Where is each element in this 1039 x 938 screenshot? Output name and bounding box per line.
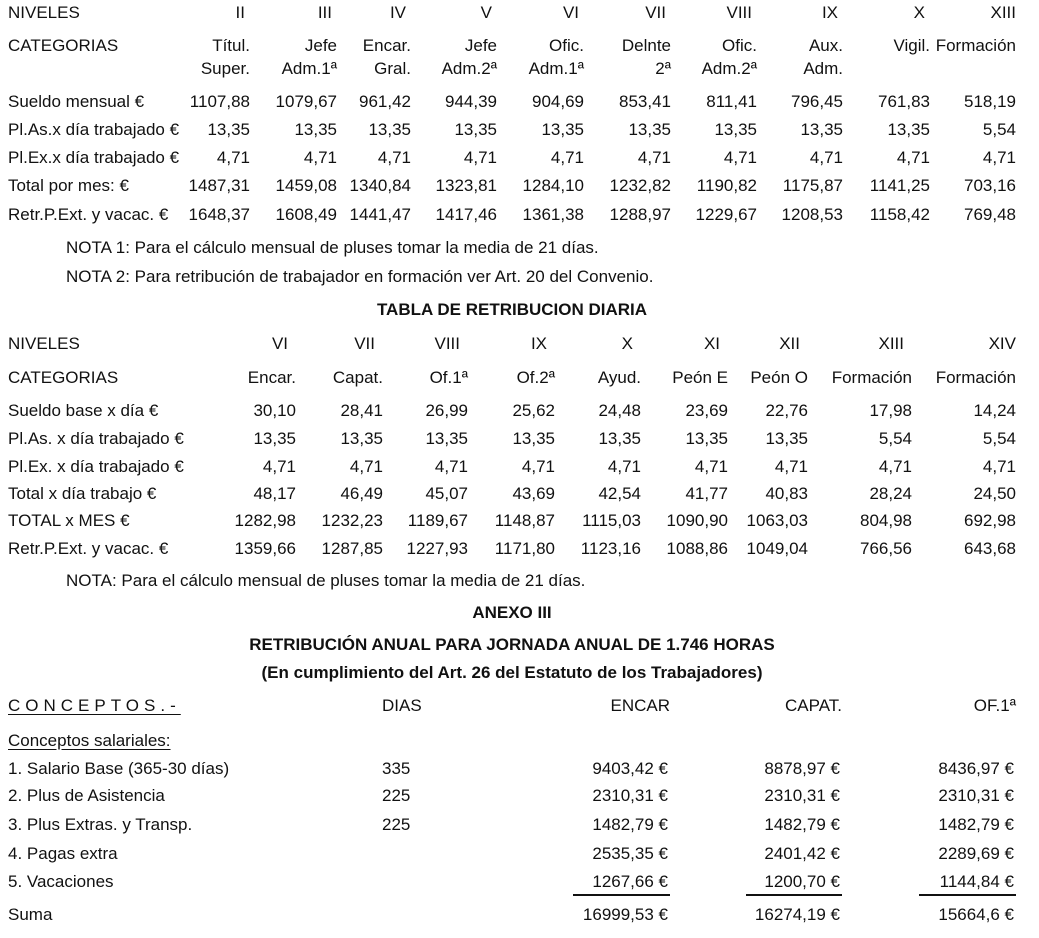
- level-header: X: [621, 334, 633, 353]
- level-header: XII: [779, 334, 800, 353]
- category-header: Títul.: [212, 36, 250, 55]
- table-cell: 944,39: [445, 92, 497, 111]
- table-cell: 30,10: [253, 401, 296, 420]
- table-cell: 1608,49: [275, 205, 337, 224]
- table-cell: 13,35: [425, 429, 468, 448]
- row-label: Retr.P.Ext. y vacac. €: [8, 205, 169, 224]
- table-cell: 28,41: [340, 401, 383, 420]
- amount-cell: 2310,31 €: [938, 786, 1014, 805]
- table-cell: 1359,66: [234, 539, 296, 558]
- table-cell: 4,71: [377, 148, 411, 167]
- amount-cell: 1200,70 €: [764, 872, 840, 891]
- table-cell: 13,35: [714, 120, 757, 139]
- sum-cell: 16999,53 €: [582, 905, 668, 924]
- table-cell: 24,48: [598, 401, 641, 420]
- table-cell: 1282,98: [234, 511, 296, 530]
- category-header: Formación: [831, 368, 912, 387]
- table-cell: 4,71: [774, 457, 808, 476]
- table-cell: 1049,04: [746, 539, 808, 558]
- amount-cell: 9403,42 €: [592, 759, 668, 778]
- table-cell: 1115,03: [582, 511, 641, 530]
- table-cell: 46,49: [340, 484, 383, 503]
- amount-cell: 1267,66 €: [592, 872, 668, 891]
- sum-rule: [746, 894, 842, 896]
- category-header: 2ª: [655, 59, 671, 78]
- table-cell: 25,62: [512, 401, 555, 420]
- table-cell: 4,71: [607, 457, 641, 476]
- column-header: CAPAT.: [785, 696, 842, 715]
- level-header: VI: [562, 3, 579, 22]
- amount-cell: 1144,84 €: [939, 872, 1014, 891]
- table-cell: 1088,86: [666, 539, 728, 558]
- level-header: V: [480, 3, 492, 22]
- row-label: Pl.Ex. x día trabajado €: [8, 457, 184, 476]
- categorias-label: CATEGORIAS: [8, 36, 119, 55]
- level-header: IX: [821, 3, 838, 22]
- table-cell: 1079,67: [275, 92, 337, 111]
- table-cell: 43,69: [512, 484, 555, 503]
- table-cell: 13,35: [207, 120, 250, 139]
- section-title: TABLA DE RETRIBUCION DIARIA: [376, 300, 648, 319]
- concept-label: 4. Pagas extra: [8, 844, 118, 863]
- table-cell: 904,69: [532, 92, 584, 111]
- note: NOTA 2: Para retribución de trabajador en formación ver Art. 20 del Convenio.: [66, 267, 654, 286]
- table-cell: 1171,80: [494, 539, 555, 558]
- level-header: VII: [354, 334, 375, 353]
- table-cell: 13,35: [685, 429, 728, 448]
- annex-title: ANEXO III: [472, 603, 552, 622]
- table-cell: 1288,97: [609, 205, 671, 224]
- column-header: ENCAR: [610, 696, 670, 715]
- table-cell: 4,71: [878, 457, 912, 476]
- level-header: IV: [389, 3, 406, 22]
- row-label: Pl.As.x día trabajado €: [8, 120, 180, 139]
- table-cell: 692,98: [964, 511, 1016, 530]
- category-header: Jefe: [464, 36, 497, 55]
- table-cell: 4,71: [463, 148, 497, 167]
- table-cell: 1459,08: [275, 176, 337, 195]
- amount-cell: 2310,31 €: [764, 786, 840, 805]
- category-header: Adm.1ª: [281, 59, 337, 78]
- category-header: Jefe: [304, 36, 337, 55]
- row-label: TOTAL x MES €: [8, 511, 130, 530]
- category-header: Vigil.: [893, 36, 930, 55]
- table-cell: 1123,16: [580, 539, 641, 558]
- table-cell: 4,71: [723, 148, 757, 167]
- amount-cell: 2310,31 €: [592, 786, 668, 805]
- level-header: VIII: [726, 3, 752, 22]
- table-cell: 961,42: [359, 92, 411, 111]
- niveles-label: NIVELES: [8, 334, 80, 353]
- table-cell: 769,48: [964, 205, 1016, 224]
- niveles-label: NIVELES: [8, 3, 80, 22]
- amount-cell: 2401,42 €: [764, 844, 840, 863]
- table-cell: 13,35: [294, 120, 337, 139]
- table-cell: 13,35: [340, 429, 383, 448]
- amount-cell: 2289,69 €: [938, 844, 1014, 863]
- conceptos-header: CONCEPTOS.-: [8, 696, 181, 715]
- table-cell: 26,99: [425, 401, 468, 420]
- level-header: XIII: [878, 334, 904, 353]
- table-cell: 4,71: [982, 148, 1016, 167]
- level-header: VIII: [434, 334, 460, 353]
- table-cell: 1090,90: [666, 511, 728, 530]
- note: NOTA: Para el cálculo mensual de pluses tomar la media de 21 días.: [66, 571, 586, 590]
- table-cell: 804,98: [860, 511, 912, 530]
- table-cell: 4,71: [694, 457, 728, 476]
- table-cell: 13,35: [512, 429, 555, 448]
- table-cell: 4,71: [550, 148, 584, 167]
- table-cell: 853,41: [619, 92, 671, 111]
- table-cell: 761,83: [878, 92, 930, 111]
- concept-label: 5. Vacaciones: [8, 872, 114, 891]
- table-cell: 811,41: [706, 92, 757, 111]
- table-cell: 4,71: [349, 457, 383, 476]
- table-cell: 13,35: [628, 120, 671, 139]
- table-cell: 1284,10: [522, 176, 584, 195]
- table-cell: 518,19: [964, 92, 1016, 111]
- table-cell: 1141,25: [869, 176, 930, 195]
- table-cell: 703,16: [964, 176, 1016, 195]
- table-cell: 22,76: [765, 401, 808, 420]
- table-cell: 1323,81: [435, 176, 497, 195]
- amount-cell: 1482,79 €: [592, 815, 668, 834]
- table-cell: 4,71: [434, 457, 468, 476]
- table-cell: 796,45: [791, 92, 843, 111]
- table-cell: 28,24: [869, 484, 912, 503]
- dias-value: 225: [382, 786, 411, 805]
- table-cell: 13,35: [454, 120, 497, 139]
- table-cell: 13,35: [368, 120, 411, 139]
- amount-cell: 8436,97 €: [938, 759, 1014, 778]
- table-cell: 1361,38: [522, 205, 584, 224]
- table-cell: 24,50: [973, 484, 1016, 503]
- table-cell: 13,35: [253, 429, 296, 448]
- table-cell: 13,35: [800, 120, 843, 139]
- table-cell: 4,71: [982, 457, 1016, 476]
- table-cell: 5,54: [878, 429, 912, 448]
- table-cell: 1148,87: [494, 511, 555, 530]
- table-cell: 4,71: [637, 148, 671, 167]
- table-cell: 1232,23: [321, 511, 383, 530]
- category-header: Adm.1ª: [528, 59, 584, 78]
- table-cell: 1340,84: [349, 176, 411, 195]
- table-cell: 4,71: [262, 457, 296, 476]
- table-cell: 17,98: [869, 401, 912, 420]
- concept-label: 2. Plus de Asistencia: [8, 786, 165, 805]
- sum-cell: 16274,19 €: [754, 905, 840, 924]
- level-header: III: [317, 3, 332, 22]
- amount-cell: 8878,97 €: [764, 759, 840, 778]
- dias-header: DIAS: [382, 696, 422, 715]
- level-header: II: [235, 3, 245, 22]
- level-header: XI: [703, 334, 720, 353]
- category-header: Adm.: [803, 59, 843, 78]
- table-cell: 1287,85: [321, 539, 383, 558]
- section-label: Conceptos salariales:: [8, 731, 171, 750]
- category-header: Ofic.: [549, 36, 584, 55]
- category-header: Super.: [200, 59, 250, 78]
- dias-value: 335: [382, 759, 411, 778]
- table-cell: 14,24: [973, 401, 1016, 420]
- annex-subtitle: (En cumplimiento del Art. 26 del Estatuto de los Trabajadores): [261, 663, 763, 682]
- table-cell: 1175,87: [782, 176, 843, 195]
- table-cell: 1232,82: [609, 176, 671, 195]
- category-header: Formación: [935, 36, 1016, 55]
- row-label: Total por mes: €: [8, 176, 129, 195]
- table-cell: 1487,31: [188, 176, 250, 195]
- table-cell: 40,83: [765, 484, 808, 503]
- table-cell: 13,35: [598, 429, 641, 448]
- category-header: Capat.: [332, 368, 383, 387]
- level-header: VI: [271, 334, 288, 353]
- table-cell: 1441,47: [349, 205, 411, 224]
- column-header: OF.1ª: [973, 696, 1016, 715]
- table-cell: 41,77: [685, 484, 728, 503]
- row-label: Sueldo base x día €: [8, 401, 159, 420]
- table-cell: 5,54: [982, 429, 1016, 448]
- table-cell: 48,17: [253, 484, 296, 503]
- table-cell: 13,35: [541, 120, 584, 139]
- level-header: IX: [530, 334, 547, 353]
- table-cell: 4,71: [896, 148, 930, 167]
- table-cell: 1190,82: [696, 176, 757, 195]
- category-header: Peón E: [672, 368, 728, 387]
- level-header: XIV: [988, 334, 1016, 353]
- table-cell: 42,54: [598, 484, 641, 503]
- table-cell: 1648,37: [188, 205, 250, 224]
- categorias-label: CATEGORIAS: [8, 368, 119, 387]
- table-cell: 45,07: [425, 484, 468, 503]
- table-cell: 5,54: [982, 120, 1016, 139]
- table-cell: 4,71: [303, 148, 337, 167]
- category-header: Of.1ª: [429, 368, 468, 387]
- level-header: X: [913, 3, 925, 22]
- table-cell: 766,56: [860, 539, 912, 558]
- suma-label: Suma: [8, 905, 53, 924]
- category-header: Delnte: [621, 36, 671, 55]
- category-header: Formación: [935, 368, 1016, 387]
- table-cell: 1158,42: [869, 205, 930, 224]
- table-cell: 23,69: [685, 401, 728, 420]
- category-header: Of.2ª: [516, 368, 555, 387]
- category-header: Gral.: [374, 59, 411, 78]
- amount-cell: 1482,79 €: [764, 815, 840, 834]
- row-label: Total x día trabajo €: [8, 484, 157, 503]
- table-cell: 1227,93: [406, 539, 468, 558]
- sum-rule: [919, 894, 1016, 896]
- row-label: Retr.P.Ext. y vacac. €: [8, 539, 169, 558]
- level-header: XIII: [990, 3, 1016, 22]
- dias-value: 225: [382, 815, 411, 834]
- row-label: Sueldo mensual €: [8, 92, 145, 111]
- note: NOTA 1: Para el cálculo mensual de pluses tomar la media de 21 días.: [66, 238, 599, 257]
- amount-cell: 1482,79 €: [938, 815, 1014, 834]
- table-cell: 1189,67: [407, 511, 468, 530]
- row-label: Pl.As. x día trabajado €: [8, 429, 184, 448]
- amount-cell: 2535,35 €: [592, 844, 668, 863]
- table-cell: 13,35: [887, 120, 930, 139]
- table-cell: 4,71: [809, 148, 843, 167]
- category-header: Ofic.: [722, 36, 757, 55]
- sum-rule: [573, 894, 670, 896]
- table-cell: 4,71: [521, 457, 555, 476]
- table-cell: 1208,53: [781, 205, 843, 224]
- category-header: Adm.2ª: [441, 59, 497, 78]
- category-header: Ayud.: [597, 368, 641, 387]
- category-header: Aux.: [808, 36, 843, 55]
- concept-label: 3. Plus Extras. y Transp.: [8, 815, 193, 834]
- category-header: Peón O: [750, 368, 808, 387]
- category-header: Encar.: [247, 368, 296, 387]
- table-cell: 1417,46: [435, 205, 497, 224]
- category-header: Encar.: [362, 36, 411, 55]
- concept-label: 1. Salario Base (365-30 días): [8, 759, 230, 778]
- table-cell: 13,35: [765, 429, 808, 448]
- annex-subtitle: RETRIBUCIÓN ANUAL PARA JORNADA ANUAL DE 1.746 HORAS: [249, 635, 775, 654]
- table-cell: 1229,67: [695, 205, 757, 224]
- table-cell: 1063,03: [746, 511, 808, 530]
- table-cell: 1107,88: [189, 92, 250, 111]
- category-header: Adm.2ª: [701, 59, 757, 78]
- row-label: Pl.Ex.x día trabajado €: [8, 148, 180, 167]
- table-cell: 4,71: [216, 148, 250, 167]
- level-header: VII: [645, 3, 666, 22]
- sum-cell: 15664,6 €: [938, 905, 1014, 924]
- table-cell: 643,68: [964, 539, 1016, 558]
